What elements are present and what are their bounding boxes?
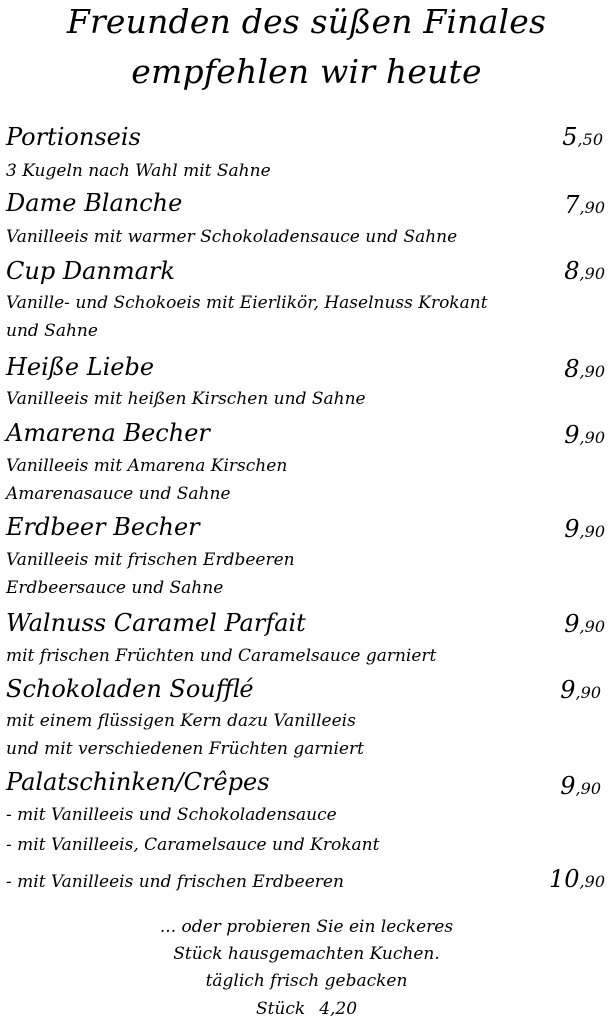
item-price-walnuss-caramel-parfait: 9,90 (564, 610, 605, 638)
item-desc-palatschinken-crepes-line-1: - mit Vanilleeis und Schokoladensauce (6, 805, 337, 825)
item-desc-cup-danmark-line-2: und Sahne (6, 321, 98, 341)
item-name-dame-blanche: Dame Blanche (6, 189, 183, 217)
footer-cake-label: Stück (255, 999, 306, 1019)
item-name-schokoladen-souffle: Schokoladen Soufflé (6, 675, 254, 703)
item-price-amarena-becher: 9,90 (564, 421, 605, 449)
footer-cake-price (0, 998, 613, 1020)
item-name-heisse-liebe: Heiße Liebe (6, 353, 155, 381)
item-price-crepes-erdbeeren: 10,90 (549, 865, 605, 893)
item-desc-portionseis: 3 Kugeln nach Wahl mit Sahne (6, 161, 271, 181)
item-desc-amarena-becher-line-1: Vanilleeis mit Amarena Kirschen (6, 456, 288, 476)
item-price-palatschinken-crepes: 9,90 (560, 772, 601, 800)
item-name-cup-danmark: Cup Danmark (6, 257, 175, 285)
item-desc-dame-blanche: Vanilleeis mit warmer Schokoladensauce und Sahne (6, 227, 458, 247)
item-desc-cup-danmark-line-1: Vanille- und Schokoeis mit Eierlikör, Haselnuss Krokant (6, 293, 488, 313)
item-name-walnuss-caramel-parfait: Walnuss Caramel Parfait (6, 609, 306, 637)
item-name-portionseis: Portionseis (6, 123, 141, 151)
item-price-schokoladen-souffle: 9,90 (560, 676, 601, 704)
title-line-2: empfehlen wir heute (131, 52, 482, 91)
item-price-dame-blanche: 7,90 (564, 191, 605, 219)
item-desc-palatschinken-crepes-line-2: - mit Vanilleeis, Caramelsauce und Krokant (6, 835, 380, 855)
footer-line-2: Stück hausgemachten Kuchen. (173, 944, 440, 964)
item-desc-schokoladen-souffle-line-1: mit einem flüssigen Kern dazu Vanilleeis (6, 711, 356, 731)
item-desc-erdbeer-becher-line-1: Vanilleeis mit frischen Erdbeeren (6, 550, 295, 570)
footer-cake-value: 4,20 (319, 999, 358, 1019)
footer-line-1: ... oder probieren Sie ein leckeres (159, 917, 454, 937)
item-name-palatschinken-crepes: Palatschinken/Crêpes (6, 768, 270, 796)
item-desc-crepes-erdbeeren: - mit Vanilleeis und frischen Erdbeeren (6, 872, 344, 892)
item-price-cup-danmark: 8,90 (564, 257, 605, 285)
footer-line-3: täglich frisch gebacken (205, 971, 408, 991)
item-name-amarena-becher: Amarena Becher (6, 419, 210, 447)
title-line-1: Freunden des süßen Finales (66, 2, 547, 41)
item-price-heisse-liebe: 8,90 (564, 355, 605, 383)
item-desc-erdbeer-becher-line-2: Erdbeersauce und Sahne (6, 578, 224, 598)
item-desc-walnuss-caramel-parfait: mit frischen Früchten und Caramelsauce garniert (6, 646, 437, 666)
item-desc-schokoladen-souffle-line-2: und mit verschiedenen Früchten garniert (6, 739, 364, 759)
item-desc-amarena-becher-line-2: Amarenasauce und Sahne (6, 484, 231, 504)
item-price-erdbeer-becher: 9,90 (564, 515, 605, 543)
item-price-portionseis: 5,50 (562, 123, 603, 151)
item-name-erdbeer-becher: Erdbeer Becher (6, 513, 200, 541)
item-desc-heisse-liebe: Vanilleeis mit heißen Kirschen und Sahne (6, 389, 366, 409)
